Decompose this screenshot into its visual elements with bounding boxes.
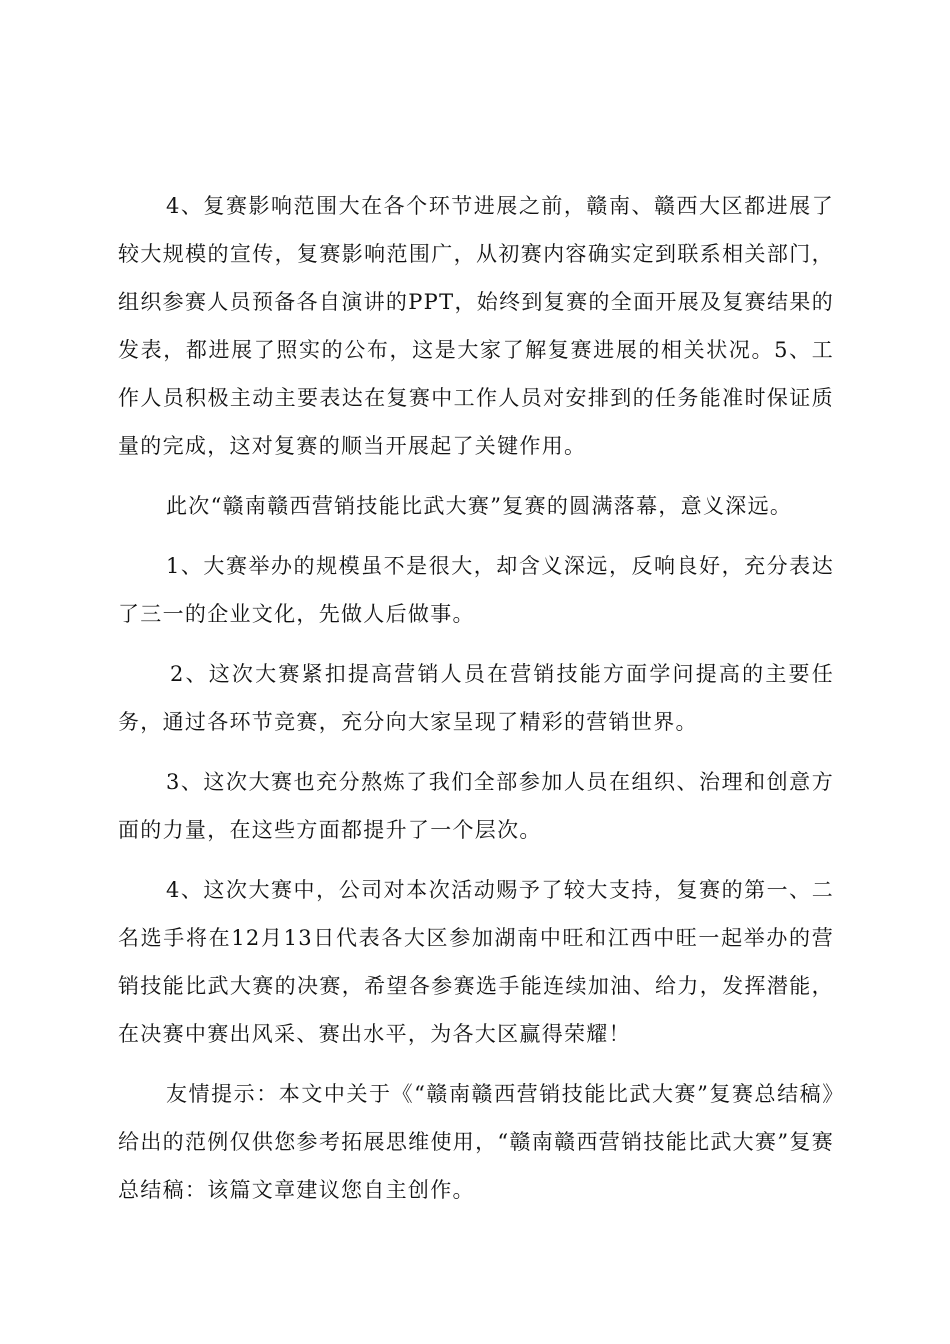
paragraph-summary: 此次“赣南赣西营销技能比武大赛”复赛的圆满落幕，意义深远。 <box>166 494 793 518</box>
paragraph-point-4: 4、这次大赛中，公司对本次活动赐予了较大支持，复赛的第一、二名选手将在12月13日代表各大区参加湖南中旺和江西中旺一起举办的营销技能比武大赛的决赛，希望各参赛选手能连续加油、给力，发挥潜能，在决赛中赛出风采、赛出水平，为各大区赢得荣耀！ <box>118 878 834 1046</box>
paragraph-point-1: 1、大赛举办的规模虽不是很大，却含义深远，反响良好，充分表达了三一的企业文化，先做人后做事。 <box>118 554 834 626</box>
paragraph-point-2: 2、这次大赛紧扣提高营销人员在营销技能方面学问提高的主要任务，通过各环节竞赛，充分向大家呈现了精彩的营销世界。 <box>118 662 834 734</box>
paragraph-publicity: 4、复赛影响范围大在各个环节进展之前，赣南、赣西大区都进展了较大规模的宣传，复赛影响范围广，从初赛内容确实定到联系相关部门，组织参赛人员预备各自演讲的PPT，始终到复赛的全面开展及复赛结果的发表，都进展了照实的公布，这是大家了解复赛进展的相关状况。5、工作人员积极主动主要表达在复赛中工作人员对安排到的任务能准时保证质量的完成，这对复赛的顺当开展起了关键作用。 <box>118 194 834 458</box>
paragraph-point-3: 3、这次大赛也充分熬炼了我们全部参加人员在组织、治理和创意方面的力量，在这些方面都提升了一个层次。 <box>118 770 834 842</box>
paragraph-notice: 友情提示：本文中关于《“赣南赣西营销技能比武大赛”复赛总结稿》给出的范例仅供您参考拓展思维使用，“赣南赣西营销技能比武大赛”复赛总结稿：该篇文章建议您自主创作。 <box>118 1082 834 1202</box>
document-body <box>118 182 834 1226</box>
